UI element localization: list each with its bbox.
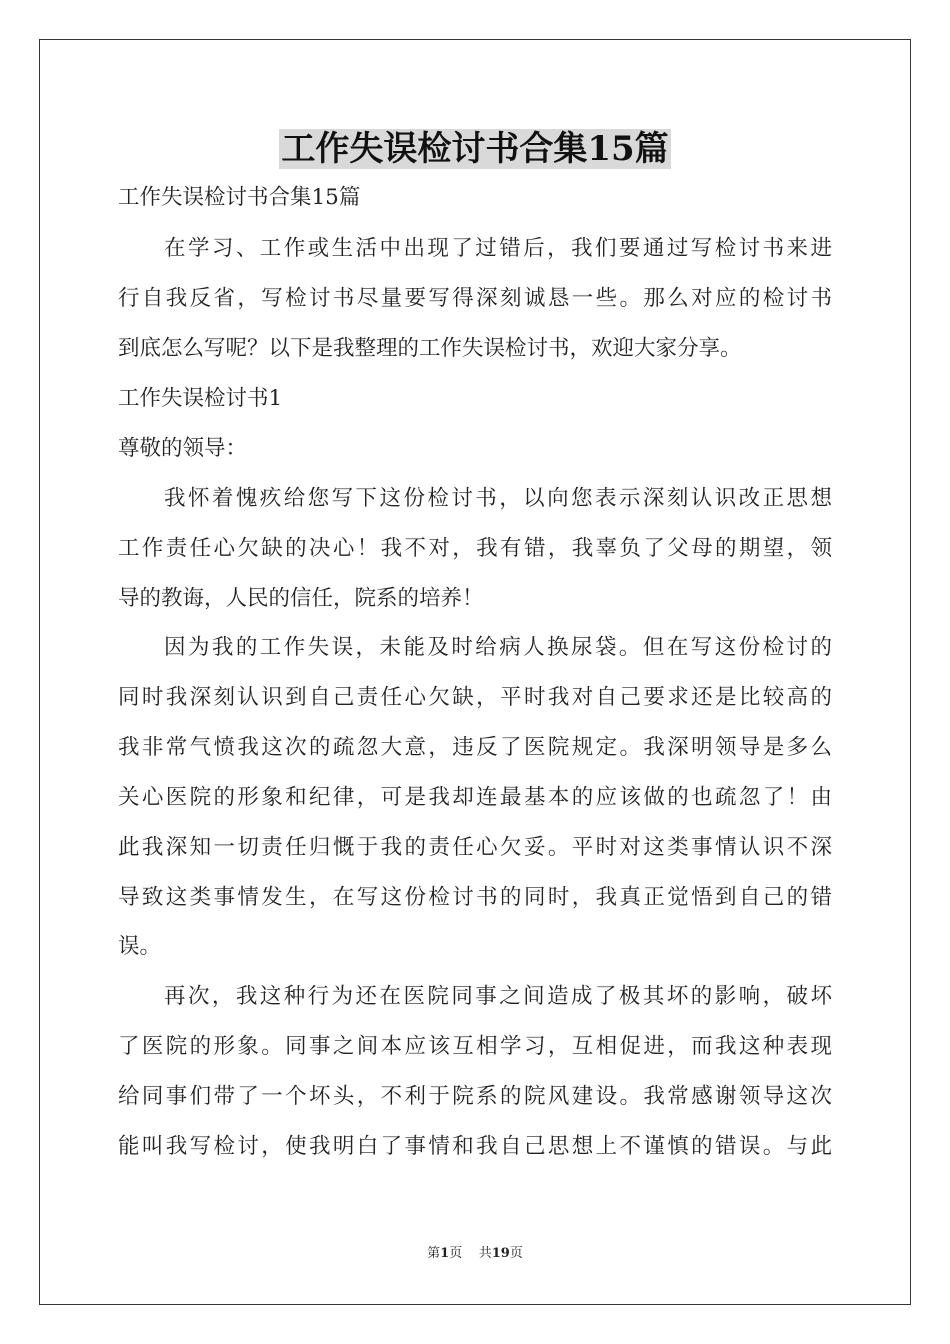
- document-title: [0, 124, 950, 174]
- paragraph-line: 此我深知一切责任归慨于我的责任心欠妥。平时对这类事情认识不深: [118, 835, 832, 860]
- footer-page-current: 1: [440, 1246, 450, 1261]
- paragraph-line: 给同事们带了一个坏头，不利于院系的院风建设。我常感谢领导这次: [118, 1084, 832, 1109]
- paragraph-line: 了医院的形象。同事之间本应该互相学习，互相促进，而我这种表现: [118, 1034, 832, 1059]
- footer-total-prefix: 共: [478, 1246, 492, 1261]
- footer-total-unit: 页: [509, 1246, 523, 1261]
- footer-page-total: 19: [491, 1246, 510, 1261]
- footer-page-prefix: 第: [427, 1246, 441, 1261]
- document-title-text: 工作失误检讨书合集15篇: [281, 129, 669, 169]
- paragraph-line: 因为我的工作失误，未能及时给病人换尿袋。但在写这份检讨的: [164, 635, 832, 660]
- paragraph-line: 导的教诲，人民的信任，院系的培养！: [118, 586, 484, 611]
- paragraph-line: 误。: [118, 934, 162, 959]
- document-subtitle: 工作失误检讨书合集15篇: [118, 185, 361, 210]
- page-footer: [0, 1245, 950, 1263]
- paragraph-line: 再次，我这种行为还在医院同事之间造成了极其坏的影响，破坏: [164, 984, 832, 1009]
- paragraph-line: 我非常气愤我这次的疏忽大意，违反了医院规定。我深明领导是多么: [118, 735, 832, 760]
- paragraph-line: 到底怎么写呢？以下是我整理的工作失误检讨书，欢迎大家分享。: [118, 336, 742, 361]
- paragraph-line: 导致这类事情发生，在写这份检讨书的同时，我真正觉悟到自己的错: [118, 885, 832, 910]
- paragraph-line: 同时我深刻认识到自己责任心欠缺，平时我对自己要求还是比较高的: [118, 685, 832, 710]
- salutation: 尊敬的领导：: [118, 436, 248, 461]
- footer-page-unit: 页: [449, 1246, 463, 1261]
- paragraph-line: 工作责任心欠缺的决心！我不对，我有错，我辜负了父母的期望，领: [118, 536, 832, 561]
- page-border: [39, 39, 911, 1305]
- section-heading: 工作失误检讨书1: [118, 386, 283, 411]
- paragraph-line: 在学习、工作或生活中出现了过错后，我们要通过写检讨书来进: [164, 236, 832, 261]
- paragraph-line: 能叫我写检讨，使我明白了事情和我自己思想上不谨慎的错误。与此: [118, 1134, 832, 1159]
- paragraph-line: 行自我反省，写检讨书尽量要写得深刻诚恳一些。那么对应的检讨书: [118, 286, 832, 311]
- paragraph-line: 我怀着愧疚给您写下这份检讨书，以向您表示深刻认识改正思想: [164, 486, 832, 511]
- paragraph-line: 关心医院的形象和纪律，可是我却连最基本的应该做的也疏忽了！由: [118, 785, 832, 810]
